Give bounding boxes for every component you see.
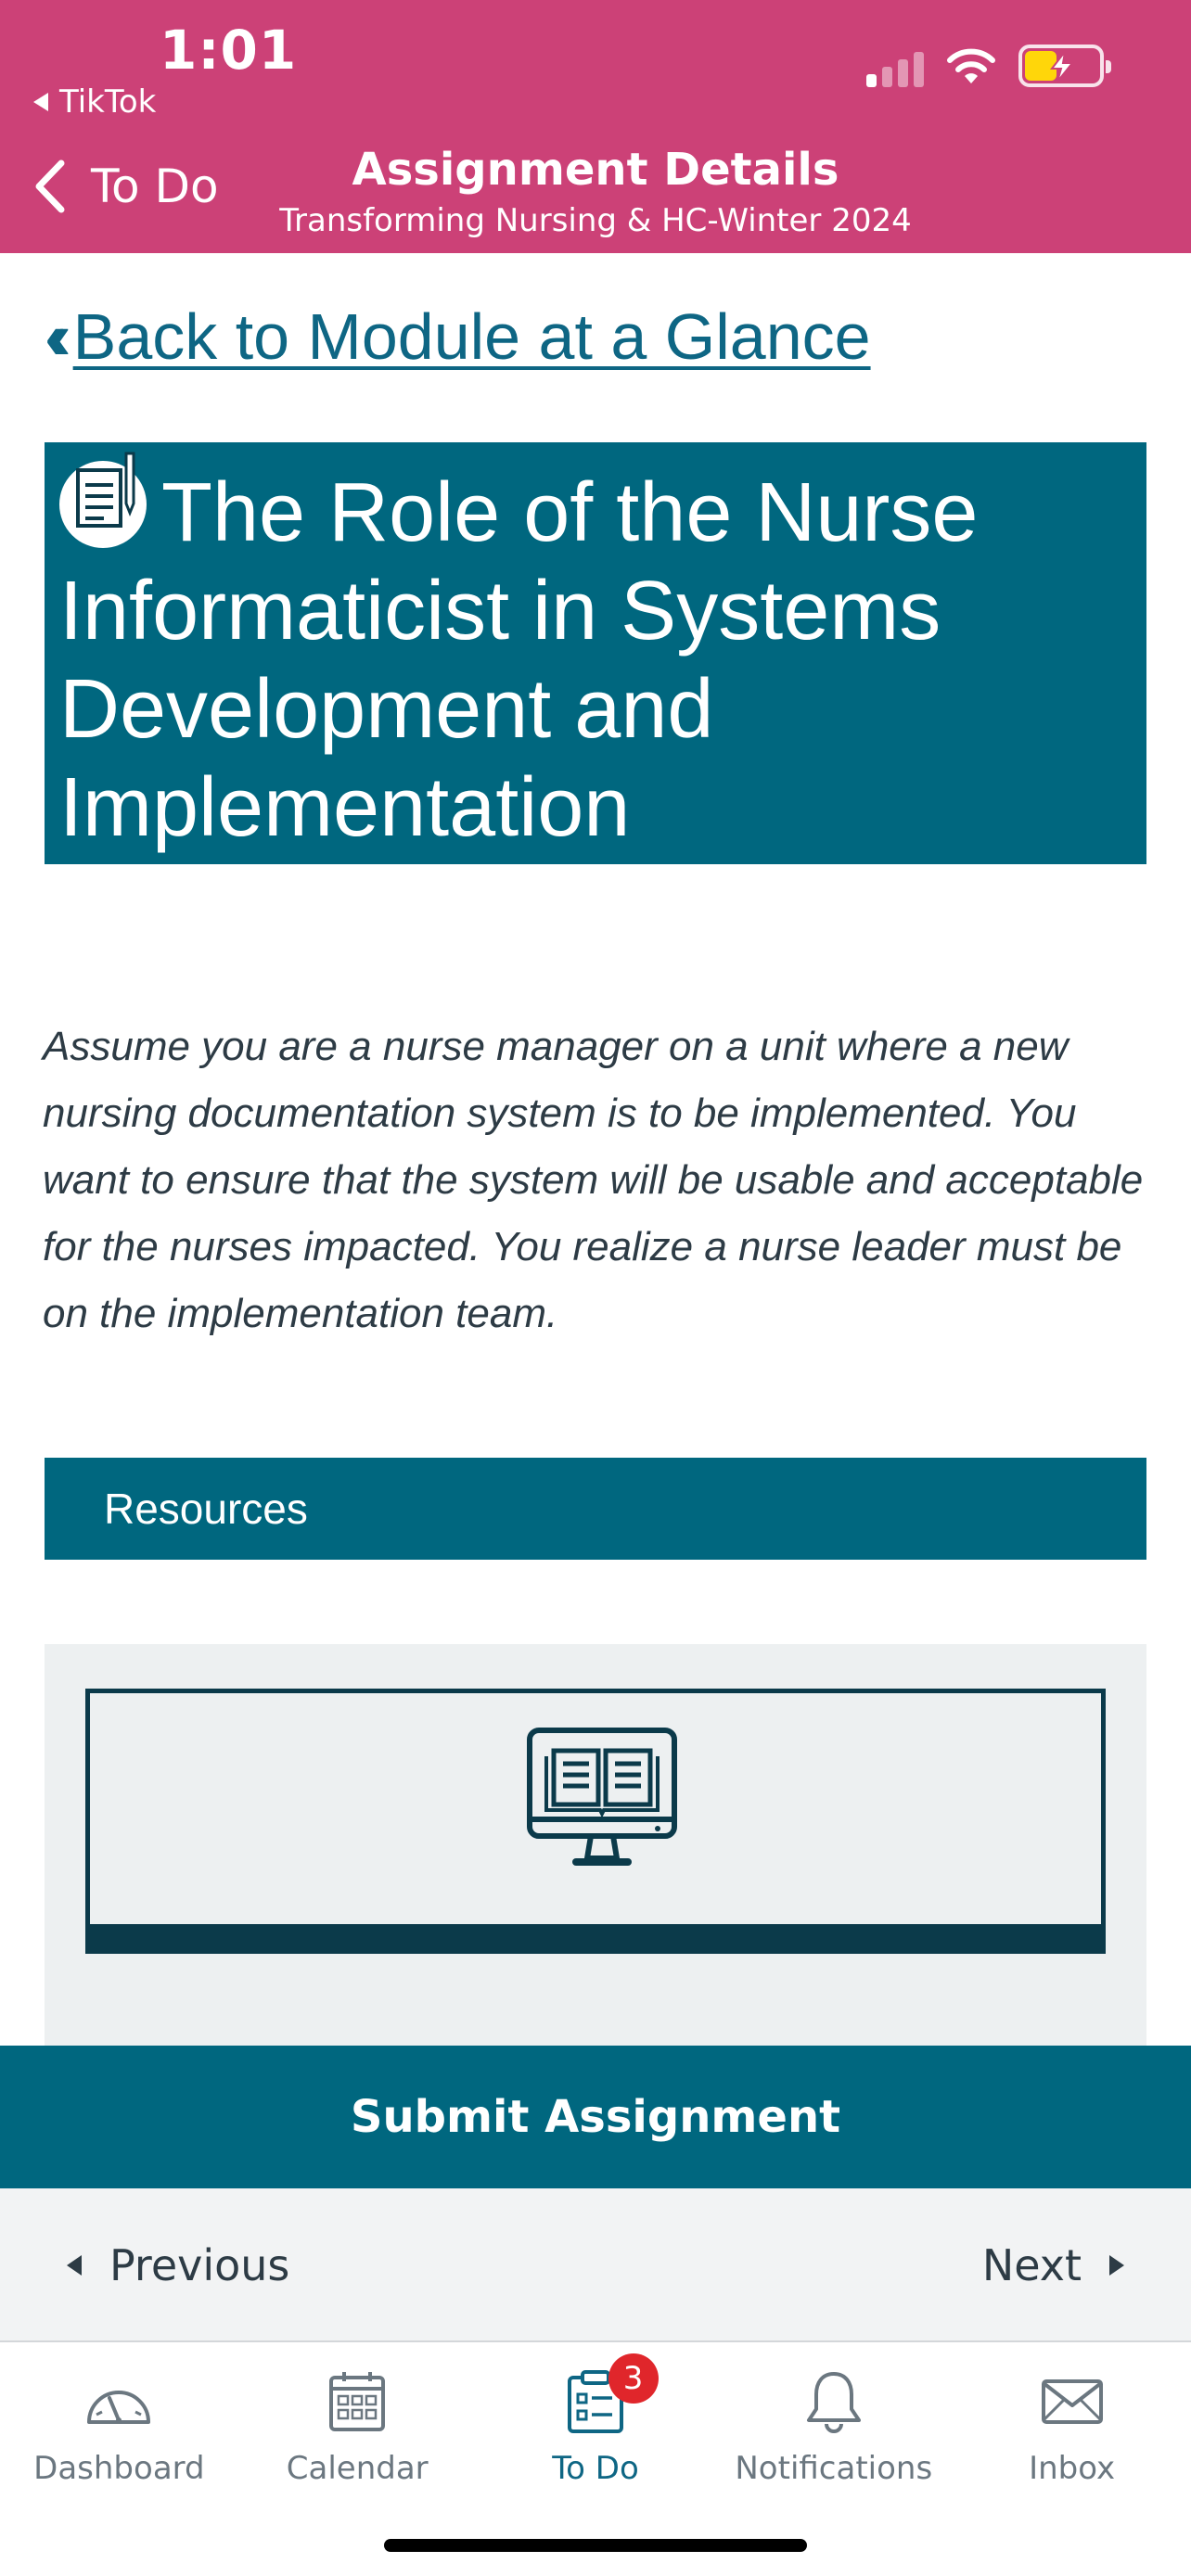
resource-panel [45, 1644, 1146, 2046]
document-icon [59, 461, 147, 548]
tab-dashboard[interactable] [0, 2344, 238, 2576]
resource-card-base [85, 1924, 1106, 1954]
assignment-content[interactable] [0, 253, 1191, 2046]
submit-assignment-button[interactable] [0, 2046, 1191, 2188]
assignment-title-text: The Role of the Nurse Informaticist in Systems Development and Implementation [59, 466, 979, 854]
back-triangle-icon [33, 93, 48, 111]
dashboard-icon [83, 2374, 154, 2429]
back-to-app-link[interactable] [33, 83, 156, 121]
battery-icon [1018, 45, 1104, 87]
header [0, 0, 1191, 253]
tab-inbox[interactable] [953, 2344, 1191, 2576]
assignment-prompt: Assume you are a nurse manager on a unit where a new nursing documentation system is to be implemented. You want to ensure that the system will be usable and acceptable for the nurses impacted. You realize a nurse leader must be on the implementation team. [43, 1024, 1144, 1336]
double-chevron-left-icon: ‹‹ [45, 300, 55, 373]
previous-button[interactable] [67, 2188, 289, 2342]
next-label: Next [981, 2240, 1082, 2290]
status-icons [866, 41, 1104, 87]
assignment-title [59, 461, 1132, 857]
pager [0, 2188, 1191, 2342]
submit-assignment-label: Submit Assignment [350, 2091, 841, 2143]
nav-back-label: To Do [91, 159, 219, 213]
resources-label: Resources [104, 1485, 308, 1533]
tab-calendar-label: Calendar [286, 2450, 429, 2487]
resources-header [45, 1458, 1146, 1560]
computer-book-icon [526, 1727, 678, 1879]
nav-subtitle: Transforming Nursing & HC-Winter 2024 [279, 202, 912, 239]
bell-icon [803, 2368, 864, 2435]
nav-title: Assignment Details [352, 144, 839, 196]
next-button[interactable] [982, 2188, 1124, 2342]
tab-todo-label: To Do [552, 2450, 639, 2487]
back-to-module-link[interactable] [45, 300, 871, 374]
status-time: 1:01 [160, 19, 298, 82]
tab-dashboard-label: Dashboard [33, 2450, 205, 2487]
envelope-icon [1040, 2378, 1105, 2426]
previous-label: Previous [109, 2240, 290, 2290]
cellular-signal-icon [866, 50, 924, 87]
tab-notifications-label: Notifications [735, 2450, 933, 2487]
caret-left-icon [67, 2255, 82, 2276]
tab-inbox-label: Inbox [1029, 2450, 1116, 2487]
resource-card[interactable] [85, 1689, 1106, 1954]
back-app-label: TikTok [59, 83, 157, 121]
wifi-icon [944, 46, 998, 87]
calendar-icon [327, 2370, 387, 2433]
caret-right-icon [1109, 2255, 1124, 2276]
assignment-title-banner [45, 442, 1146, 864]
home-indicator[interactable] [384, 2539, 807, 2552]
back-to-module-label: Back to Module at a Glance [72, 300, 871, 373]
charging-bolt-icon [1044, 50, 1082, 83]
todo-badge: 3 [608, 2353, 659, 2404]
